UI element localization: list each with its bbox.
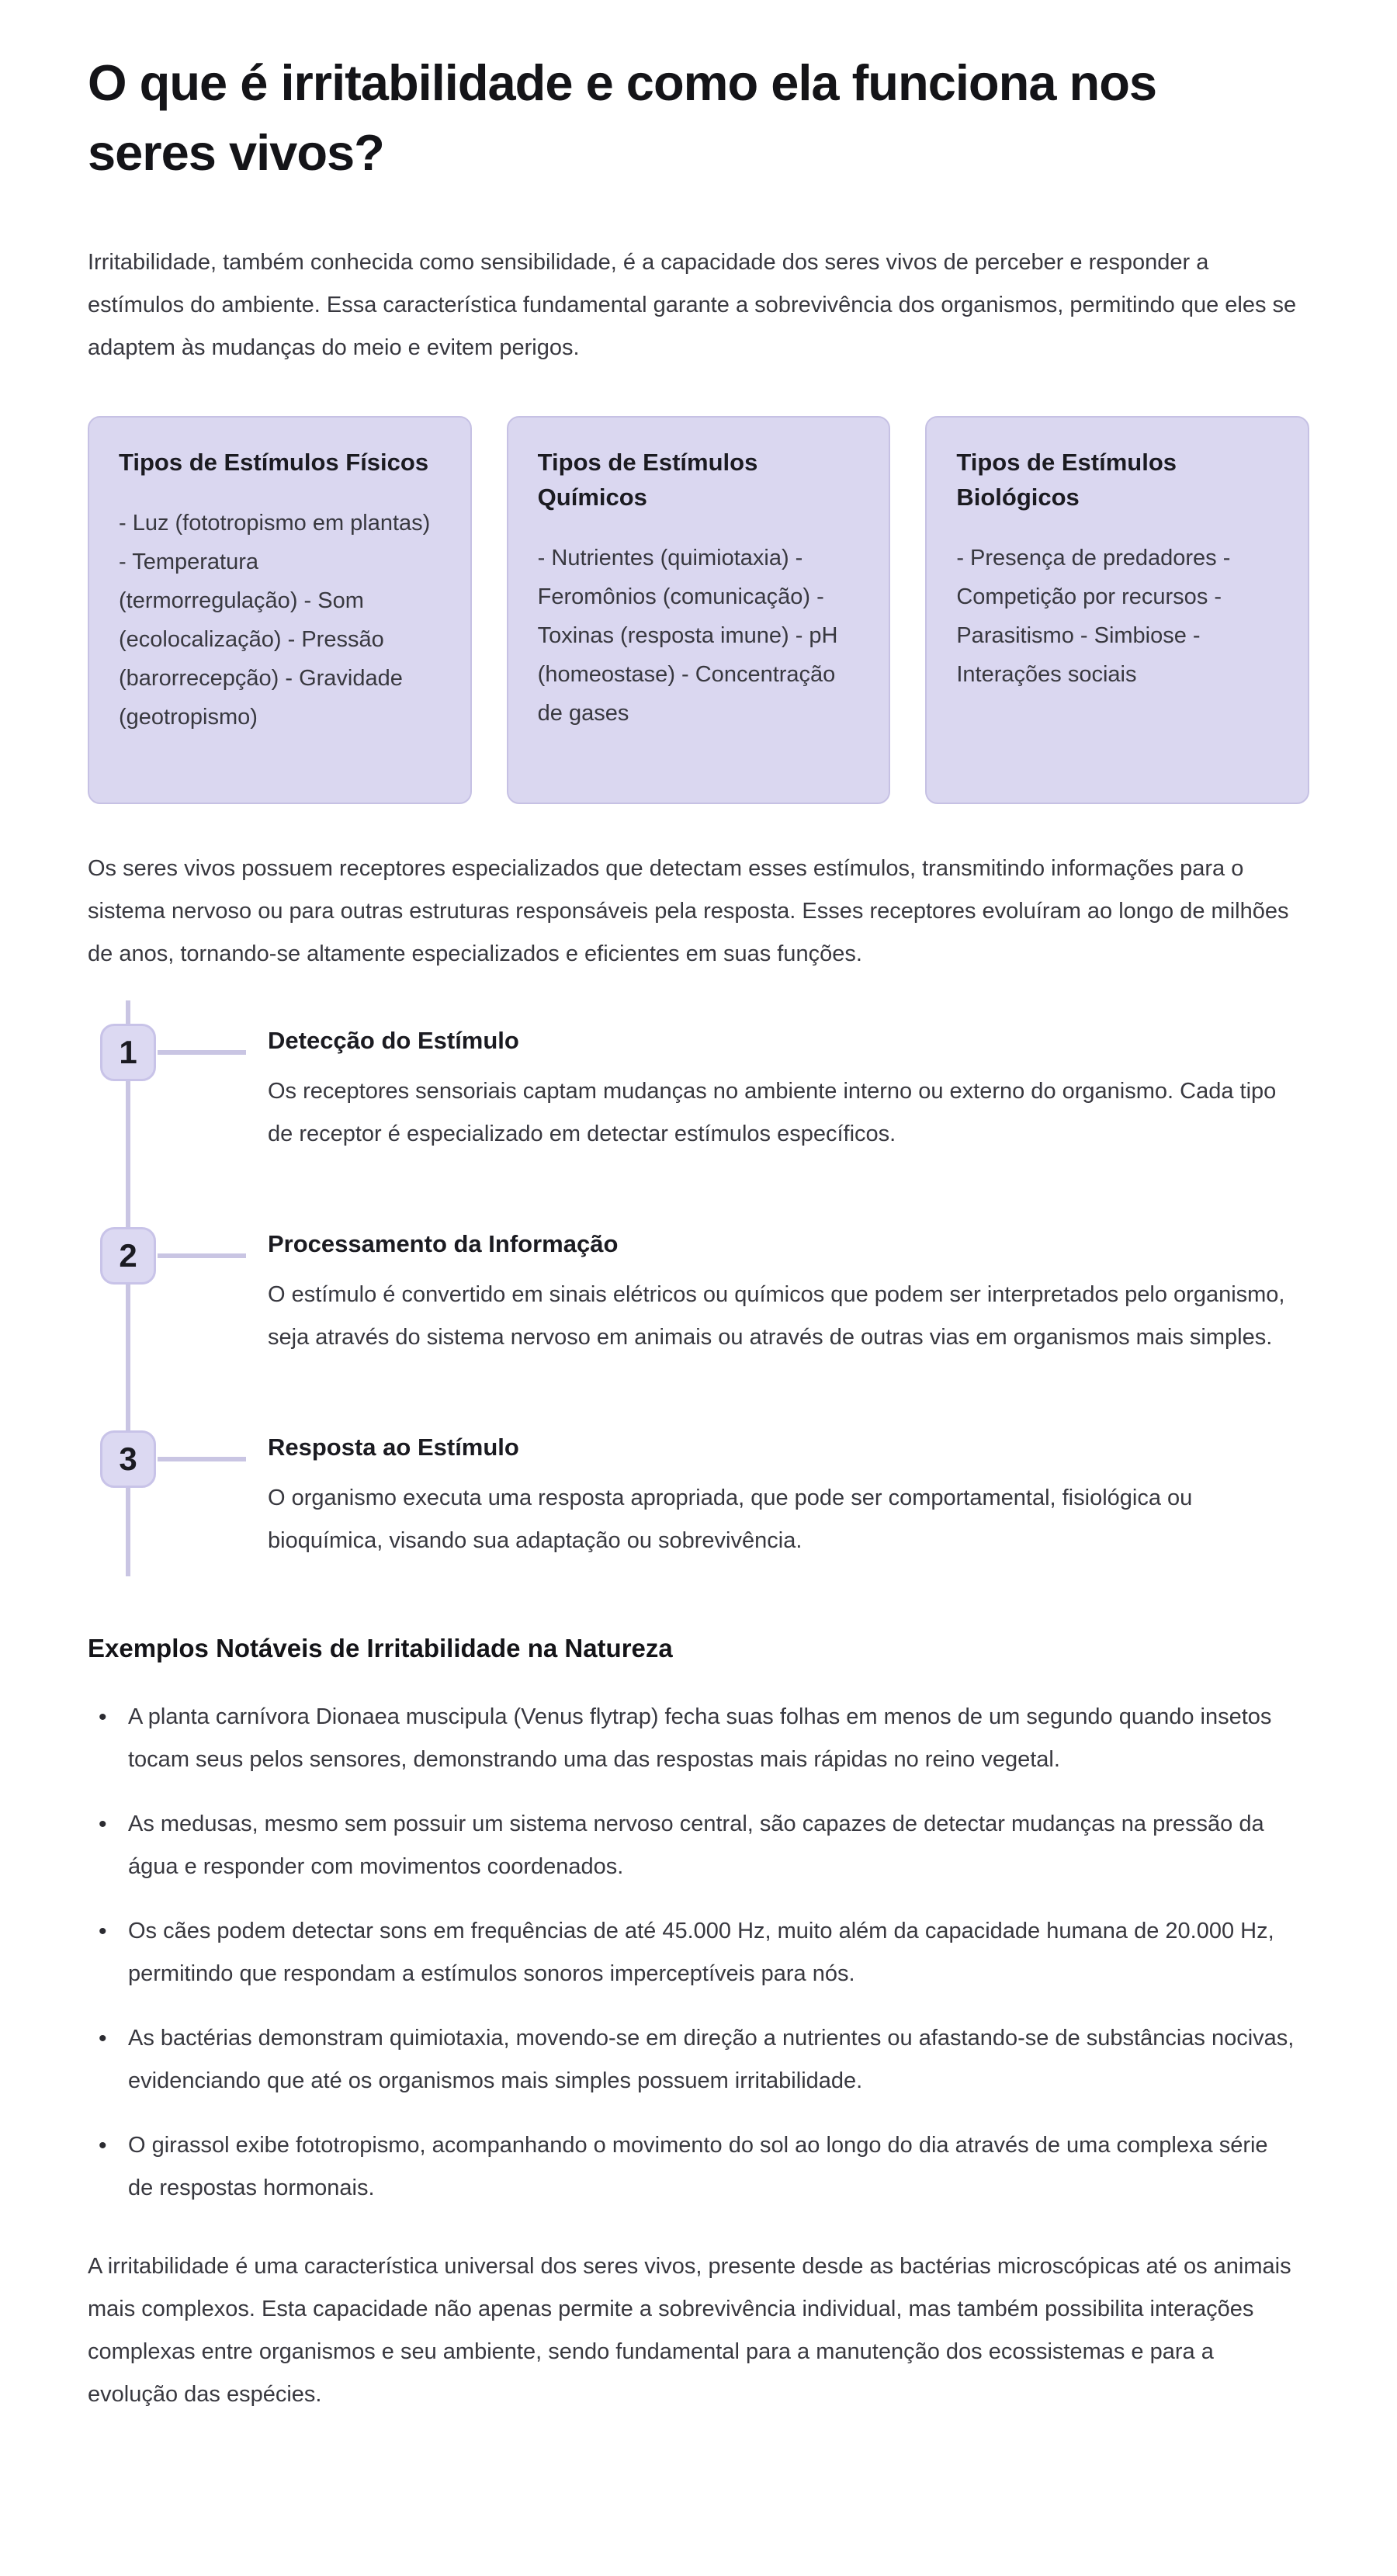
step-processing xyxy=(88,1227,1309,1359)
process-timeline xyxy=(88,1024,1309,1562)
card-chemical-stimuli xyxy=(507,416,891,804)
step-description: Os receptores sensoriais captam mudanças no ambiente interno ou externo do organismo. Cada tipo de receptor é especializado em detectar estímulos específicos. xyxy=(268,1079,1277,1147)
page-title: O que é irritabilidade e como ela funciona nos seres vivos? xyxy=(88,54,1157,181)
stimulus-cards-row xyxy=(88,416,1309,804)
list-item: • Os cães podem detectar sons em frequências de até 45.000 Hz, muito além da capacidade humana de 20.000 Hz, permitindo que respondam a estímulos sonoros imperceptíveis para nós. xyxy=(88,1910,1298,1995)
step-number-badge: 3 xyxy=(100,1430,156,1488)
step-number-badge: 1 xyxy=(100,1024,156,1081)
examples-heading: Exemplos Notáveis de Irritabilidade na Natureza xyxy=(88,1634,673,1663)
card-title: Tipos de Estímulos Biológicos xyxy=(956,449,1177,511)
card-body: - Luz (fototropismo em plantas) - Temperatura (termorregulação) - Som (ecolocalização) - Pressão (barorrecepção) - Gravidade (geotropismo) xyxy=(119,511,431,730)
step-detection xyxy=(88,1024,1309,1156)
step-response xyxy=(88,1430,1309,1562)
card-title: Tipos de Estímulos Químicos xyxy=(537,449,758,511)
step-connector-line xyxy=(158,1050,246,1055)
step-title: Processamento da Informação xyxy=(268,1230,619,1258)
list-item: • A planta carnívora Dionaea muscipula (Venus flytrap) fecha suas folhas em menos de um segundo quando insetos tocam seus pelos sensores, demonstrando uma das respostas mais rápidas no reino vegetal. xyxy=(88,1696,1298,1781)
card-physical-stimuli xyxy=(88,416,472,804)
list-item: • As bactérias demonstram quimiotaxia, movendo-se em direção a nutrientes ou afastando-se de substâncias nocivas, evidenciando que até os organismos mais simples possuem irritabilidade. xyxy=(88,2017,1298,2103)
list-item: • As medusas, mesmo sem possuir um sistema nervoso central, são capazes de detectar mudanças na pressão da água e responder com movimentos coordenados. xyxy=(88,1803,1298,1888)
examples-list xyxy=(88,1696,1309,2210)
conclusion-paragraph: A irritabilidade é uma característica universal dos seres vivos, presente desde as bactérias microscópicas até os animais mais complexos. Esta capacidade não apenas permite a sobrevivência individual, mas também possibilita interações complexas entre organismos e seu ambiente, sendo fundamental para a manutenção dos ecossistemas e para a evolução das espécies. xyxy=(88,2254,1291,2408)
card-body: - Presença de predadores - Competição por recursos - Parasitismo - Simbiose - Interações sociais xyxy=(956,546,1231,688)
step-title: Resposta ao Estímulo xyxy=(268,1434,519,1461)
card-body: - Nutrientes (quimiotaxia) - Feromônios (comunicação) - Toxinas (resposta imune) - pH (homeostase) - Concentração de gases xyxy=(537,546,838,726)
step-title: Detecção do Estímulo xyxy=(268,1027,519,1055)
card-title: Tipos de Estímulos Físicos xyxy=(119,449,429,477)
card-biological-stimuli xyxy=(925,416,1309,804)
step-description: O estímulo é convertido em sinais elétricos ou químicos que podem ser interpretados pelo organismo, seja através do sistema nervoso em animais ou através de outras vias em organismos mais simples. xyxy=(268,1282,1285,1350)
intro-paragraph: Irritabilidade, também conhecida como sensibilidade, é a capacidade dos seres vivos de perceber e responder a estímulos do ambiente. Essa característica fundamental garante a sobrevivência dos organismos, permitindo que eles se adaptem às mudanças do meio e evitem perigos. xyxy=(88,250,1297,361)
step-description: O organismo executa uma resposta apropriada, que pode ser comportamental, fisiológica ou bioquímica, visando sua adaptação ou sobrevivência. xyxy=(268,1486,1193,1554)
step-connector-line xyxy=(158,1253,246,1258)
list-item: • O girassol exibe fototropismo, acompanhando o movimento do sol ao longo do dia através de uma complexa série de respostas hormonais. xyxy=(88,2124,1298,2210)
step-number-badge: 2 xyxy=(100,1227,156,1285)
step-connector-line xyxy=(158,1457,246,1461)
receptors-paragraph: Os seres vivos possuem receptores especializados que detectam esses estímulos, transmitindo informações para o sistema nervoso ou para outras estruturas responsáveis pela resposta. Esses receptores evoluíram ao longo de milhões de anos, tornando-se altamente especializados e eficientes em suas funções. xyxy=(88,856,1289,967)
